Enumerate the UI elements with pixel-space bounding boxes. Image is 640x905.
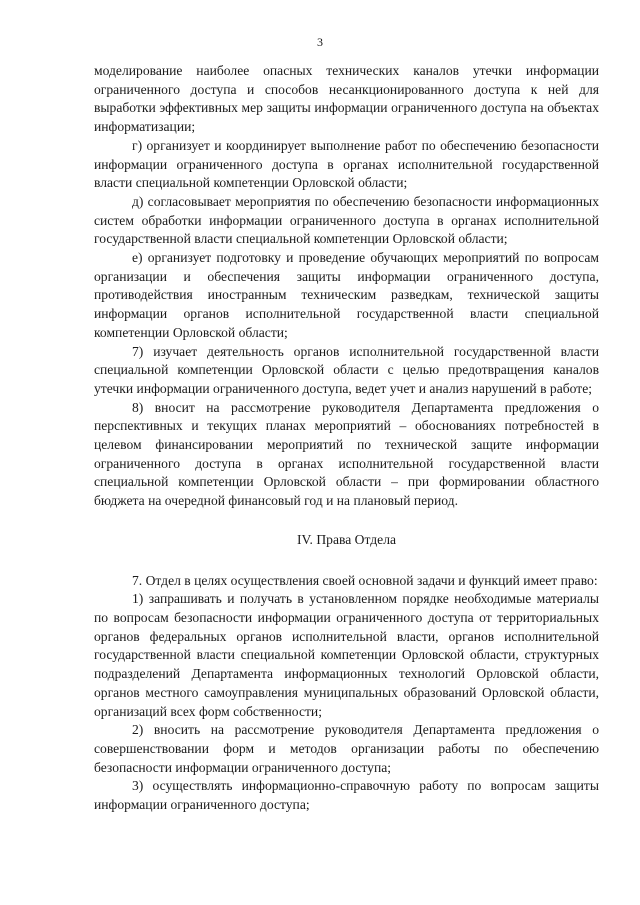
- paragraph: 1) запрашивать и получать в установленном порядке необходимые материалы по вопросам безопасности информации ограниченного доступа от территориальных органов федеральных органов исполнительной власти, органов исполнительной государственной власти специальной компетенции Орловской области, структурных подразделений Департамента информационных технологий Орловской области, органов местного самоуправления муниципальных образований Орловской области, организаций всех форм собственности;: [94, 591, 599, 719]
- paragraph: 7. Отдел в целях осуществления своей основной задачи и функций имеет право:: [132, 572, 598, 588]
- paragraph: 3) осуществлять информационно-справочную работу по вопросам защиты информации ограниченного доступа;: [94, 778, 599, 813]
- paragraph: 8) вносит на рассмотрение руководителя Департамента предложения о перспективных и текущих планах мероприятий – обоснованиях потребностей в целевом финансировании мероприятий по технической защите информации ограниченного доступа в органах исполнительной государственной власти специальной компетенции Орловской области – при формировании областного бюджета на очередной финансовый год и на плановый период.: [94, 399, 599, 509]
- paragraph: моделирование наиболее опасных технических каналов утечки информации ограниченного доступа и способов несанкционированного доступа к ней для выработки эффективных мер защиты информации ограниченного доступа на объектах информатизации;: [94, 63, 599, 135]
- paragraph: 7) изучает деятельность органов исполнительной государственной власти специальной компетенции Орловской области с целью предотвращения каналов утечки информации ограниченного доступа, ведет учет и анализ нарушений в работе;: [94, 343, 599, 396]
- paragraph: д) согласовывает мероприятия по обеспечению безопасности информационных систем обработки информации ограниченного доступа в органах исполнительной государственной власти специальной компетенции Орловской области;: [94, 193, 599, 247]
- paragraph: е) организует подготовку и проведение обучающих мероприятий по вопросам организации и обеспечения защиты информации ограниченного доступа, противодействия иностранным техническим разведкам, технической защиты информации органов исполнительной государственной власти специальной компетенции Орловской области;: [94, 250, 599, 340]
- paragraph: 2) вносить на рассмотрение руководителя Департамента предложения о совершенствовании форм и методов организации работы по обеспечению безопасности информации ограниченного доступа;: [94, 722, 599, 775]
- section-heading: IV. Права Отдела: [296, 531, 397, 547]
- paragraph: г) организует и координирует выполнение работ по обеспечению безопасности информации ограниченного доступа в органах исполнительной государственной власти специальной компетенции Орловской области;: [94, 137, 599, 191]
- document-body: [94, 62, 599, 815]
- page-number: 3: [317, 35, 323, 49]
